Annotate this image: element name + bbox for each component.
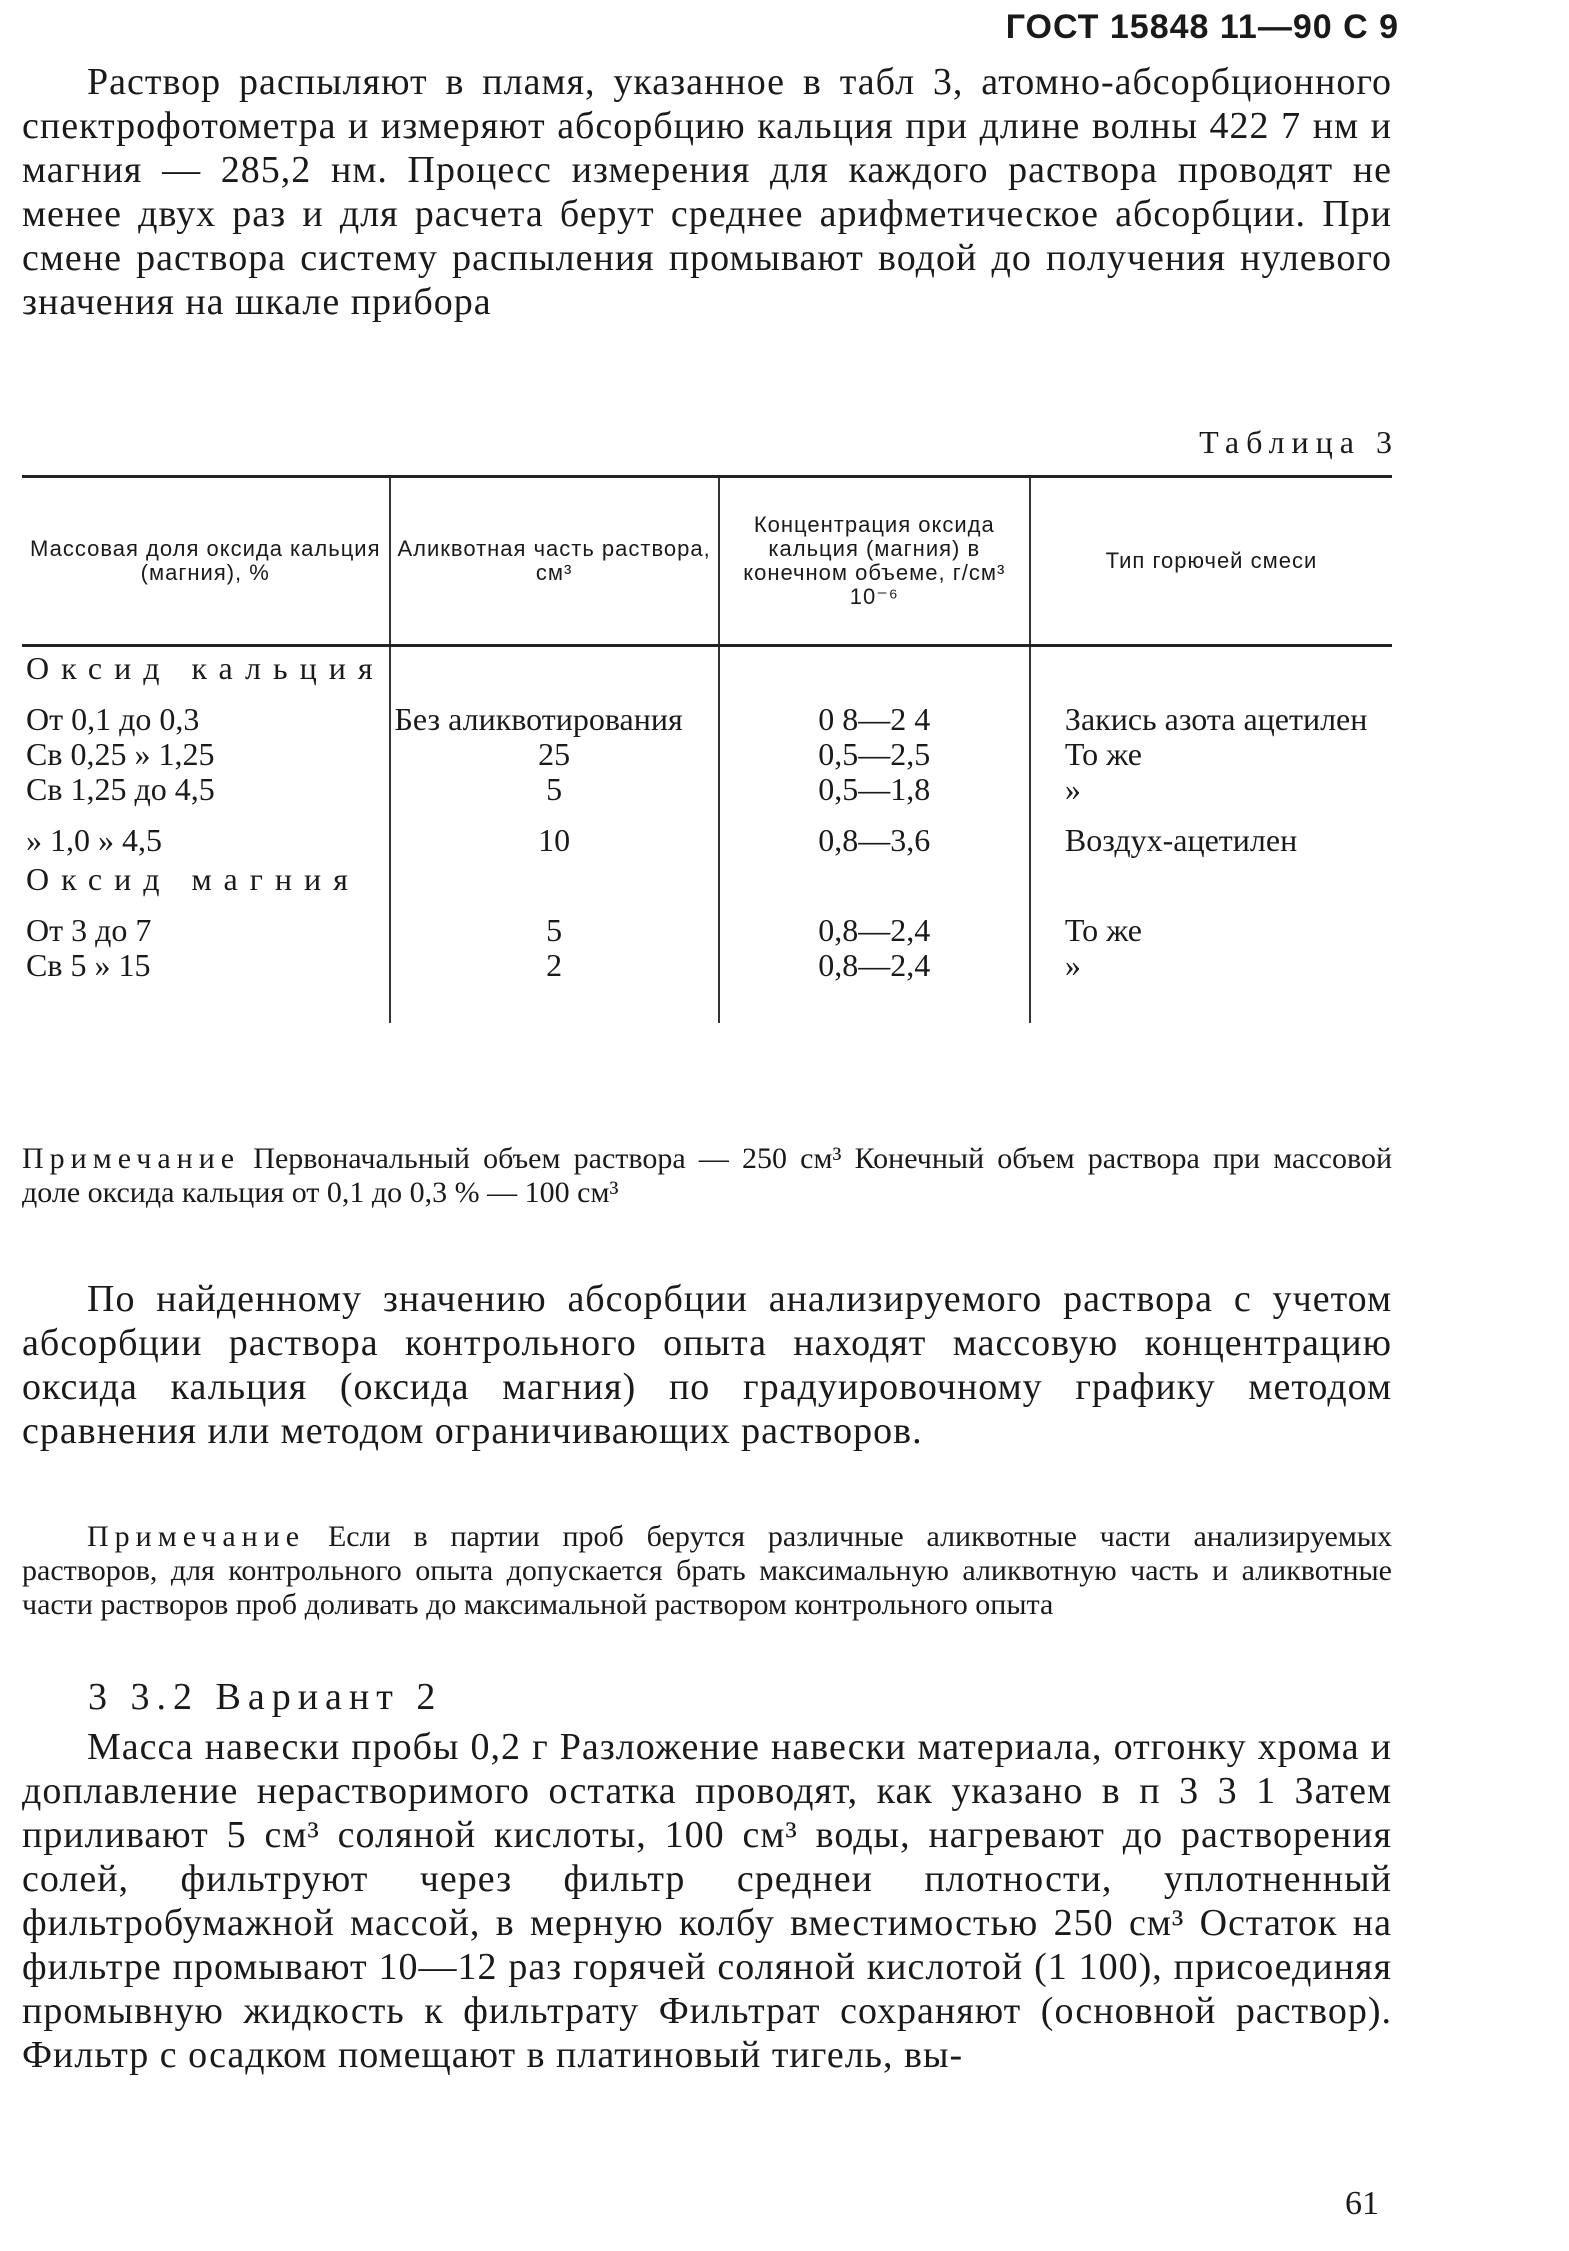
cell-aliquot: 10 xyxy=(390,807,719,858)
header-mass-fraction: Массовая доля оксида кальция (магния), % xyxy=(22,477,390,646)
table-caption: Таблица 3 xyxy=(1199,424,1399,460)
section-calcium-oxide: Оксид кальция xyxy=(26,650,385,686)
note-text: Если в партии проб берутся различные аликвотные части анализируемых растворов, для контрольного опыта допускается брать максимальную аликвотную часть и аликвотные части растворов проб доливать до максимальной раствором контрольного опыта xyxy=(22,1520,1392,1621)
cell-concentration: 0,5—1,8 xyxy=(719,772,1030,807)
cell-aliquot: 5 xyxy=(390,897,719,948)
cell-gas-mixture: » xyxy=(1030,772,1392,807)
cell-mass-fraction: Св 1,25 до 4,5 xyxy=(26,771,215,807)
cell-concentration: 0,8—3,6 xyxy=(719,807,1030,858)
note-label: Примечание xyxy=(22,1142,241,1175)
cell-aliquot: 5 xyxy=(390,772,719,807)
cell-concentration: 0,8—2,4 xyxy=(719,948,1030,1023)
cell-gas-mixture: То же xyxy=(1030,897,1392,948)
note-label: Примечание xyxy=(87,1520,306,1553)
table-row xyxy=(22,737,1392,772)
table-section-row xyxy=(22,858,1392,897)
cell-gas-mixture: » xyxy=(1030,948,1392,1023)
cell-mass-fraction: » 1,0 » 4,5 xyxy=(26,822,162,858)
cell-concentration: 0 8—2 4 xyxy=(719,686,1030,737)
paragraph-concentration-calculation: По найденному значению абсорбции анализируемого раствора с учетом абсорбции раствора контрольного опыта находят массовую концентрацию оксида кальция (оксида магния) по градуировочному графику методом сравнения или методом ограничивающих растворов. xyxy=(22,1278,1392,1452)
table-row xyxy=(22,686,1392,737)
page-number: 61 xyxy=(1345,2185,1379,2222)
header-concentration: Концентрация оксида кальция (магния) в конечном объеме, г/см³ 10⁻⁶ xyxy=(719,477,1030,646)
cell-mass-fraction: Св 5 » 15 xyxy=(26,947,151,983)
paragraph-variant-2: Масса навески пробы 0,2 г Разложение навески материала, отгонку хрома и доплавление нерастворимого остатка проводят, как указано в п 3 3 1 Затем приливают 5 см³ соляной кислоты, 100 см³ воды, нагревают до растворения солей, фильтруют через фильтр среднеи плотности, уплотненный фильтробумажной массой, в мерную колбу вместимостью 250 см³ Остаток на фильтре промывают 10—12 раз горячей соляной кислотой (1 100), присоединяя промывную жидкость к фильтрату Фильтрат сохраняют (основной раствор). Фильтр с осадком помещают в платиновый тигель, вы- xyxy=(22,1726,1392,2076)
table-header-row xyxy=(22,477,1392,646)
running-title: ГОСТ 15848 11—90 С 9 xyxy=(1005,8,1399,46)
cell-gas-mixture: Воздух-ацетилен xyxy=(1030,807,1392,858)
cell-mass-fraction: От 3 до 7 xyxy=(26,912,152,948)
table-3 xyxy=(22,475,1392,1023)
table-row xyxy=(22,807,1392,858)
aliquot-note xyxy=(22,1520,1392,1622)
table-row xyxy=(22,772,1392,807)
cell-aliquot: Без аликвотирования xyxy=(390,686,719,737)
table-row xyxy=(22,897,1392,948)
header-gas-mixture: Тип горючей смеси xyxy=(1030,477,1392,646)
cell-gas-mixture: Закись азота ацетилен xyxy=(1030,686,1392,737)
cell-mass-fraction: От 0,1 до 0,3 xyxy=(26,701,200,737)
cell-aliquot: 25 xyxy=(390,737,719,772)
subsection-title: 3 3.2 Вариант 2 xyxy=(88,1676,443,1718)
table-row xyxy=(22,948,1392,1023)
cell-concentration: 0,8—2,4 xyxy=(719,897,1030,948)
table-note xyxy=(22,1142,1392,1210)
cell-mass-fraction: Св 0,25 » 1,25 xyxy=(26,736,215,772)
note-text: Первоначальный объем раствора — 250 см³ Конечный объем раствора при массовой доле оксида кальция от 0,1 до 0,3 % — 100 см³ xyxy=(22,1142,1392,1209)
header-aliquot: Аликвотная часть раствора, см³ xyxy=(390,477,719,646)
paragraph-spray-measurement: Раствор распыляют в пламя, указанное в табл 3, атомно-абсорбционного спектрофотометра и измеряют абсорбцию кальция при длине волны 422 7 нм и магния — 285,2 нм. Процесс измерения для каждого раствора проводят не менее двух раз и для расчета берут среднее арифметическое абсорбции. При смене раствора систему распыления промывают водой до получения нулевого значения на шкале прибора xyxy=(22,61,1392,323)
cell-gas-mixture: То же xyxy=(1030,737,1392,772)
table-section-row xyxy=(22,646,1392,687)
cell-aliquot: 2 xyxy=(390,948,719,1023)
cell-concentration: 0,5—2,5 xyxy=(719,737,1030,772)
section-magnesium-oxide: Оксид магния xyxy=(26,861,360,897)
